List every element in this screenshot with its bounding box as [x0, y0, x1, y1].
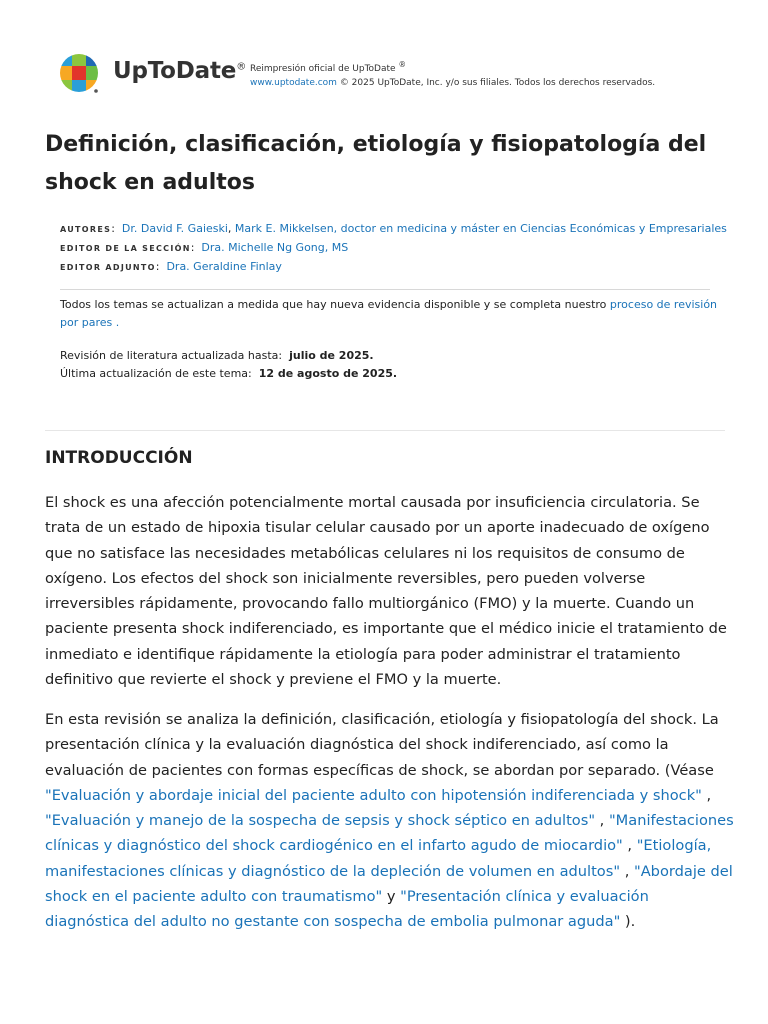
- topic-link-hypotension[interactable]: "Evaluación y abordaje inicial del paciente adulto con hipotensión indiferenciada y shock": [45, 786, 702, 804]
- topic-link-pulmonary-embolism[interactable]: "Presentación clínica y evaluación diagnóstica del adulto no gestante con sospecha de embolia pulmonar aguda": [45, 888, 649, 931]
- section-divider: [45, 430, 725, 431]
- deputy-editor-label: EDITOR ADJUNTO: [60, 263, 156, 272]
- header: [58, 52, 738, 96]
- brand-name: UpToDate®: [113, 58, 246, 84]
- deputy-editor-link[interactable]: Dra. Geraldine Finlay: [166, 260, 282, 273]
- section-heading: INTRODUCCIÓN: [45, 448, 193, 468]
- intro-paragraph-1: El shock es una afección potencialmente mortal causada por insuficiencia circulatoria. Se trata de un estado de hipoxia tisular celular causado por un aporte inadecuado de oxígeno que no satisface las necesidades metabólicas celulares ni los requisitos de consumo de oxígeno. Los efectos del shock son inicialmente reversibles, pero pueden volverse irreversibles rápidamente, provocando fallo multiorgánico (FMO) y la muerte. Cuando un paciente presenta shock indiferenciado, es importante que el médico inicie el tratamiento de inmediato e identifique rápidamente la etiología para poder administrar el tratamiento definitivo que revierte el shock y previene el FMO y la muerte.: [45, 494, 727, 689]
- divider: [60, 289, 710, 290]
- section-editor-link[interactable]: Dra. Michelle Ng Gong, MS: [201, 241, 349, 254]
- topic-link-sepsis[interactable]: "Evaluación y manejo de la sospecha de sepsis y shock séptico en adultos": [45, 812, 596, 830]
- topic-credits: AUTORES: Dr. David F. Gaieski, Mark E. Mikkelsen, doctor en medicina y máster en Ciencias Económicas y Empresariales EDITOR DE LA SECCIÓN: Dra. Michelle Ng Gong, MS EDITOR ADJUNTO: Dra. Geraldine Finlay: [60, 222, 727, 273]
- topic-link-cardiogenic[interactable]: "Manifestaciones clínicas y diagnóstico del shock cardiogénico en el infarto agudo de miocardio": [45, 812, 734, 855]
- update-dates: Revisión de literatura actualizada hasta: julio de 2025. Última actualización de este tema: 12 de agosto de 2025.: [60, 349, 398, 380]
- review-notice: Todos los temas se actualizan a medida que hay nueva evidencia disponible y se completa nuestro proceso de revisión por pares .: [60, 298, 718, 329]
- last-update-label: Última actualización de este tema:: [60, 367, 252, 380]
- topic-link-trauma-shock[interactable]: "Abordaje del shock en el paciente adulto con traumatismo": [45, 862, 733, 906]
- author-link-mikkelsen[interactable]: Mark E. Mikkelsen, doctor en medicina y máster en Ciencias Económicas y Empresariales: [234, 222, 727, 235]
- reprint-notice: Reimpresión oficial de UpToDate ® www.uptodate.com © 2025 UpToDate, Inc. y/o sus filiales. Todos los derechos reservados.: [250, 60, 656, 88]
- peer-review-link[interactable]: proceso de revisión por pares: [60, 298, 718, 329]
- last-update-date: 12 de agosto de 2025: [258, 367, 393, 380]
- lit-review-date: julio de 2025: [289, 349, 370, 362]
- authors-label: AUTORES: [60, 225, 112, 234]
- page-title: Definición, clasificación, etiología y fisiopatología del shock en adultos: [45, 132, 707, 195]
- intro-paragraph-2: En esta revisión se analiza la definición, clasificación, etiología y fisiopatología del shock. La presentación clínica y la evaluación diagnóstica del shock indiferenciado, así como la evaluación de pacientes con formas específicas de shock, se abordan por separado. (Véase "Evaluación y abordaje inicial del paciente adulto con hipotensión indiferenciada y shock" , "Evaluación y manejo de la sospecha de sepsis y shock séptico en adultos" , "Manifestaciones clínicas y diagnóstico del shock cardiogénico en el infarto agudo de miocardio" , "Etiología, manifestaciones clínicas y diagnóstico de la depleción de volumen en adultos" , "Abordaje del shock en el paciente adulto con traumatismo" y "Presentación clínica y evaluación diagnóstica del adulto no gestante con sospecha de embolia pulmonar aguda" ).: [45, 711, 734, 931]
- copyright-text: © 2025 UpToDate, Inc. y/o sus filiales. Todos los derechos reservados.: [336, 78, 656, 88]
- reprint-line: Reimpresión oficial de UpToDate: [250, 64, 396, 74]
- author-link-gaieski[interactable]: Dr. David F. Gaieski: [121, 222, 228, 235]
- site-link[interactable]: www.uptodate.com: [250, 78, 337, 88]
- lit-review-label: Revisión de literatura actualizada hasta:: [60, 349, 283, 362]
- section-editor-label: EDITOR DE LA SECCIÓN: [60, 244, 191, 253]
- topic-link-volume-depletion[interactable]: "Etiología, manifestaciones clínicas y diagnóstico de la depleción de volumen en adultos": [45, 837, 712, 880]
- uptodate-logo-icon[interactable]: [58, 52, 102, 96]
